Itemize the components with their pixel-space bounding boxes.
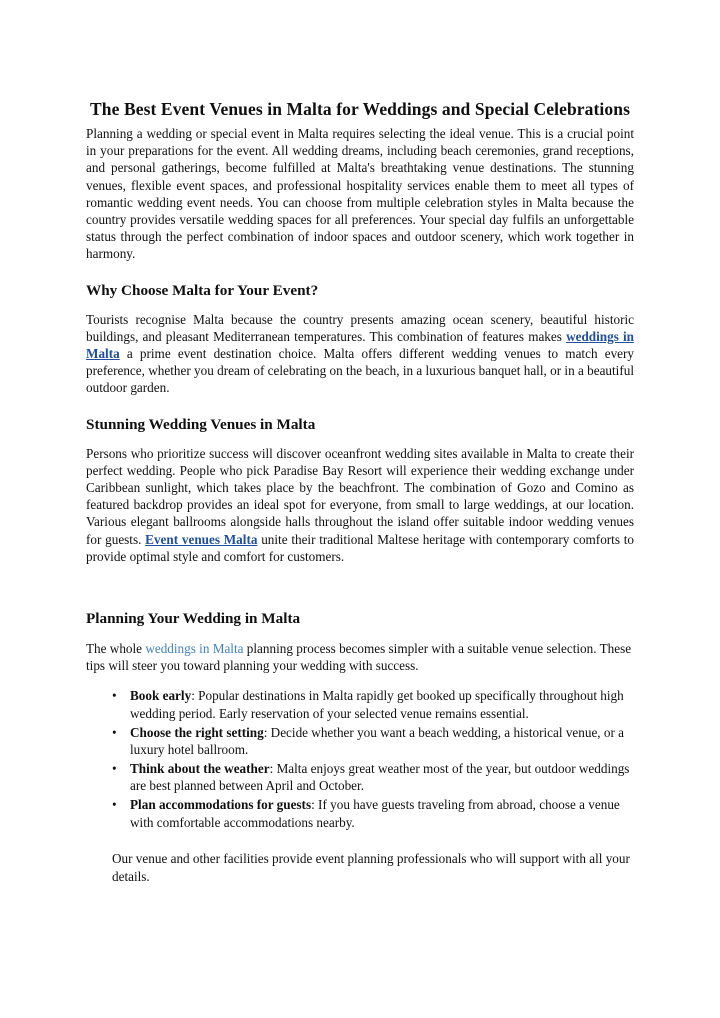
tip-text: Decide whether you want a beach wedding, a historical venue, or a luxury hotel ballroom. bbox=[130, 724, 625, 758]
bullet-icon: • bbox=[112, 760, 117, 776]
venues-text-after-link: unite their traditional Maltese heritage with contemporary comforts to provide optimal style and comfort for customers. bbox=[86, 531, 634, 564]
list-item bbox=[86, 724, 634, 759]
paragraph-stunning-wedding-venues bbox=[86, 445, 634, 565]
tip-text: If you have guests traveling from abroad, choose a venue with comfortable accommodations nearby. bbox=[130, 797, 620, 830]
tip-separator: : bbox=[311, 797, 319, 813]
closing-paragraph: Our venue and other facilities provide event planning professionals who will support with all your details. bbox=[112, 851, 630, 884]
tip-label: Book early bbox=[130, 688, 192, 704]
list-item bbox=[86, 760, 634, 795]
venues-text-before-link: Persons who prioritize success will discover oceanfront wedding sites available in Malta to create their perfect wedding. People who pick Paradise Bay Resort will experience their wedding exchange under Caribbean sunlight, which takes place by the beachfront. The combination of Gozo and Comino as featured backdrop provides an ideal spot for everyone, from small to large weddings, at our location. Various elegant ballrooms alongside halls throughout the island offer suitable indoor wedding venues for guests. bbox=[86, 445, 634, 547]
bullet-icon: • bbox=[112, 797, 117, 813]
heading-stunning-wedding-venues: Stunning Wedding Venues in Malta bbox=[86, 415, 316, 433]
intro-paragraph: Planning a wedding or special event in Malta requires selecting the ideal venue. This is a crucial point in your preparations for the event. All wedding dreams, including beach ceremonies, grand receptions, and personal gatherings, become fulfilled at Malta's breathtaking venue destinations. The stunning venues, flexible event spaces, and professional hospitality services enable them to meet all types of romantic wedding event needs. You can choose from multiple celebration styles in Malta because the country provides versatile wedding spaces for all preferences. Your special day fulfils an unforgettable status through the perfect combination of indoor spaces and outdoor scenery, which work together in harmony. bbox=[86, 126, 634, 262]
link-event-venues-malta[interactable]: Event venues Malta bbox=[145, 531, 258, 547]
bullet-icon: • bbox=[112, 724, 117, 740]
tip-label: Think about the weather bbox=[130, 760, 270, 776]
document-content bbox=[86, 98, 634, 885]
link-weddings-in-malta-primary[interactable]: weddings in Malta bbox=[86, 328, 634, 362]
bullet-icon: • bbox=[112, 688, 117, 704]
heading-why-choose-malta: Why Choose Malta for Your Event? bbox=[86, 281, 319, 299]
tip-label: Choose the right setting bbox=[130, 724, 264, 740]
planning-text-before-link: The whole bbox=[86, 641, 146, 657]
tip-separator: : bbox=[269, 760, 277, 776]
paragraph-why-choose-malta bbox=[86, 311, 634, 397]
planning-text-after-link: planning process becomes simpler with a suitable venue selection. These tips will steer you toward planning your wedding with success. bbox=[86, 641, 632, 674]
list-item bbox=[86, 796, 634, 831]
list-item bbox=[86, 687, 634, 722]
why-text-after-link: a prime event destination choice. Malta offers different wedding venues to match every preference, whether you dream of celebrating on the beach, in a luxurious banquet hall, or in a beautiful outdoor garden. bbox=[86, 346, 634, 396]
tip-text: Popular destinations in Malta rapidly get booked up specifically throughout high wedding period. Early reservation of your selected venue remains essential. bbox=[130, 688, 624, 722]
tip-label: Plan accommodations for guests bbox=[130, 797, 312, 813]
page-title: The Best Event Venues in Malta for Weddings and Special Celebrations bbox=[90, 99, 630, 119]
tip-separator: : bbox=[191, 688, 199, 704]
heading-planning-your-wedding: Planning Your Wedding in Malta bbox=[86, 610, 301, 628]
link-weddings-in-malta-secondary[interactable]: weddings in Malta bbox=[145, 641, 244, 657]
planning-tips-list bbox=[86, 687, 634, 831]
paragraph-planning-intro bbox=[86, 640, 634, 674]
tip-text: Malta enjoys great weather most of the year, but outdoor weddings are best planned between April and October. bbox=[130, 760, 630, 794]
tip-separator: : bbox=[263, 724, 271, 740]
why-text-before-link: Tourists recognise Malta because the country presents amazing ocean scenery, beautiful historic buildings, and pleasant Mediterranean temperatures. This combination of features makes bbox=[86, 311, 634, 344]
